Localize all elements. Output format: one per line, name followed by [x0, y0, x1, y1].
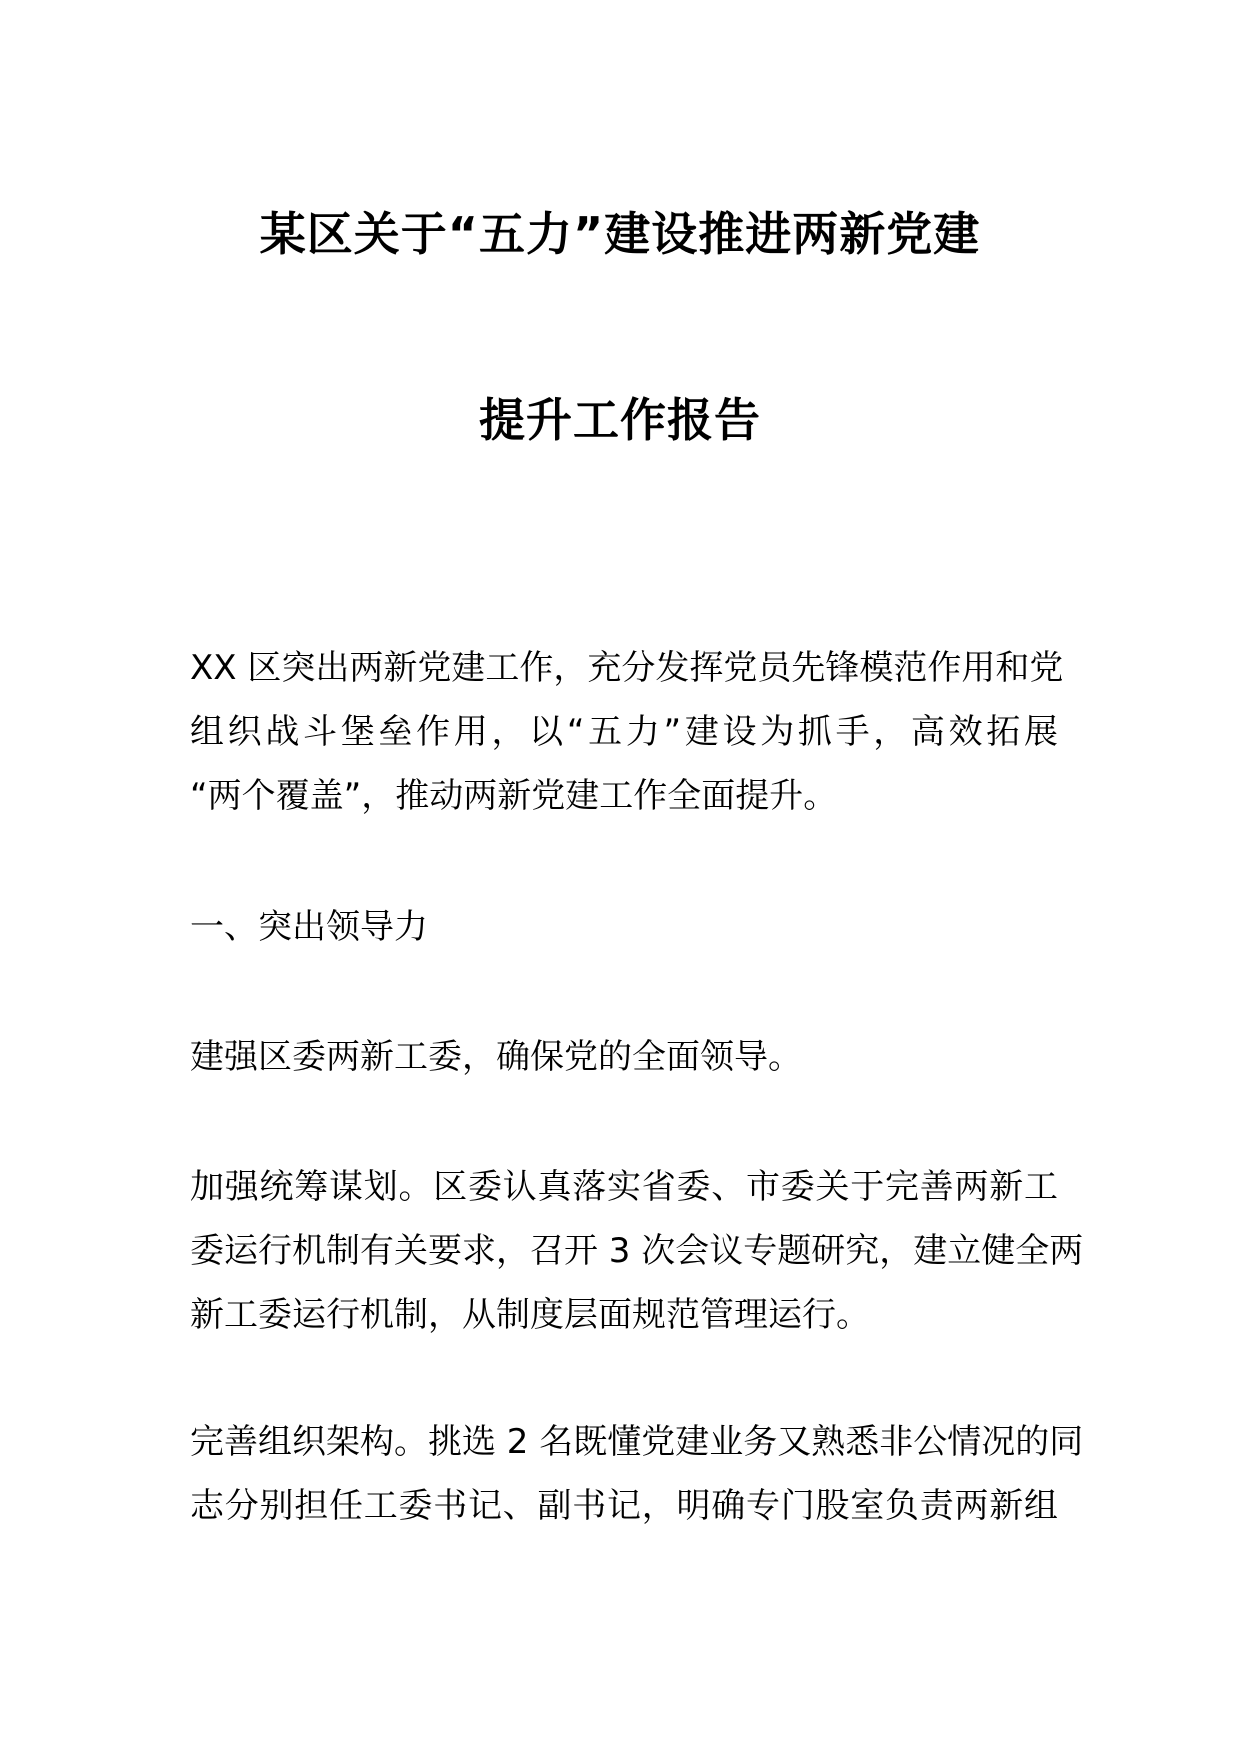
paragraph-structure-line-2: 志分别担任工委书记、副书记，明确专门股室负责两新组 [190, 1486, 1058, 1526]
sub-heading-text: 建强区委两新工委，确保党的全面领导。 [190, 1037, 802, 1077]
paragraph-planning [190, 1155, 1084, 1347]
intro-line-3: “两个覆盖”，推动两新党建工作全面提升。 [190, 776, 838, 816]
section-heading-text: 一、突出领导力 [190, 907, 428, 947]
section-heading [190, 895, 1058, 959]
intro-paragraph [190, 636, 1064, 828]
sub-heading [190, 1025, 1058, 1089]
paragraph-planning-line-3: 新工委运行机制，从制度层面规范管理运行。 [190, 1295, 870, 1335]
paragraph-planning-line-1: 加强统筹谋划。区委认真落实省委、市委关于完善两新工 [190, 1167, 1058, 1207]
paragraph-structure-line-1: 完善组织架构。挑选 2 名既懂党建业务又熟悉非公情况的同 [190, 1422, 1084, 1462]
paragraph-structure [190, 1410, 1084, 1538]
document-title-line-2: 提升工作报告 [479, 393, 761, 447]
document-title-line-1: 某区关于“五力”建设推进两新党建 [259, 207, 981, 261]
intro-line-1: XX 区突出两新党建工作，充分发挥党员先锋模范作用和党 [190, 648, 1064, 688]
paragraph-planning-line-2: 委运行机制有关要求，召开 3 次会议专题研究，建立健全两 [190, 1231, 1084, 1271]
intro-line-2: 组织战斗堡垒作用，以“五力”建设为抓手，高效拓展 [190, 712, 1058, 752]
